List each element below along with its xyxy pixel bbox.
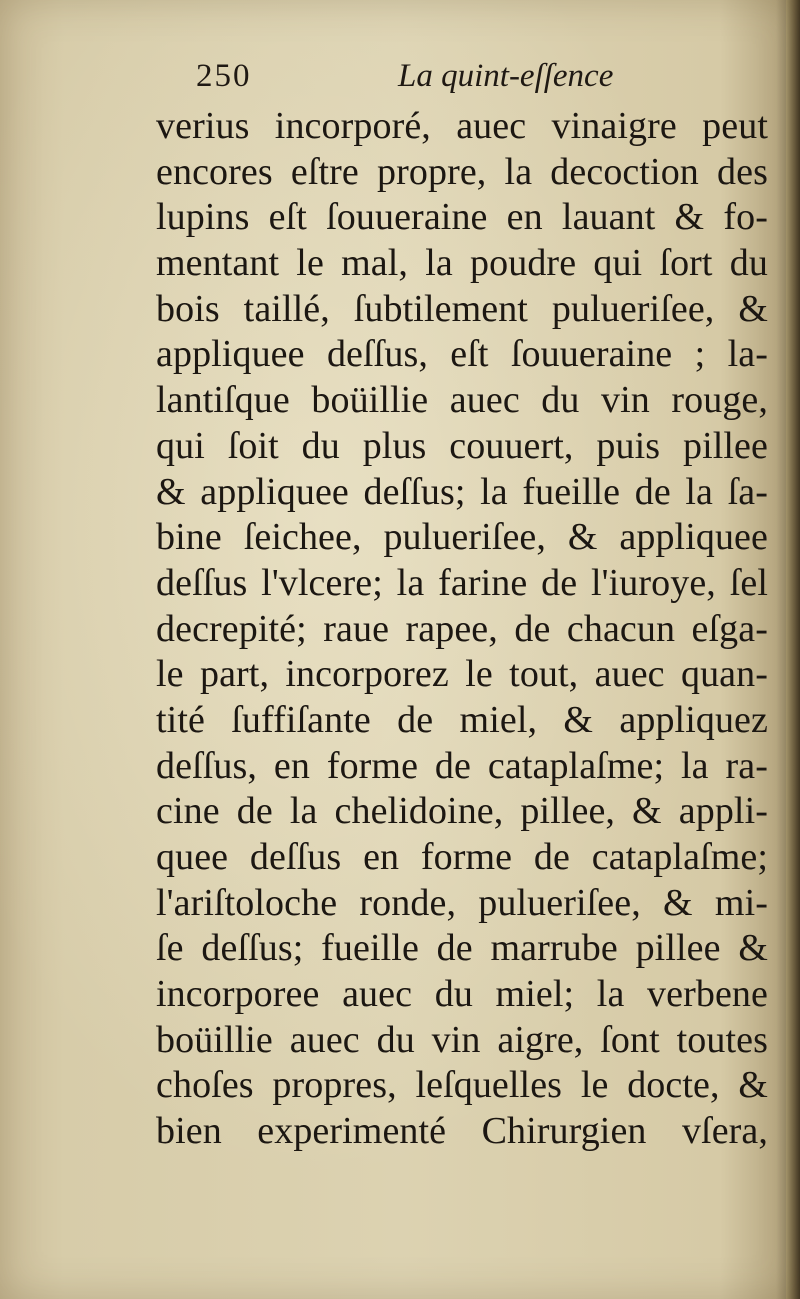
text-line: encores eſtre propre, la decoction des [156,150,768,193]
text-line: l'ariſtoloche ronde, pulueriſee, & mi- [156,881,768,924]
text-line: ſe deſſus; fueille de marrube pillee & [156,927,768,970]
text-line: boüillie auec du vin aigre, ſont toutes [156,1018,768,1061]
text-line: quee deſſus en forme de cataplaſme; [156,836,768,878]
body-text [156,104,768,1155]
page-number: 250 [196,58,252,94]
text-line: bois taillé, ſubtilement pulueriſee, & [156,287,768,330]
text-line: & appliquee deſſus; la fueille de la ſa- [156,470,768,513]
text-line: cine de la chelidoine, pillee, & appli- [156,790,768,833]
text-line: lupins eſt ſouueraine en lauant & fo- [156,196,768,239]
running-title: La quint-eſſence [398,58,614,94]
text-line: le part, incorporez le tout, auec quan- [156,653,768,696]
text-line: choſes propres, leſquelles le docte, & [156,1064,768,1107]
text-line: lantiſque boüillie auec du vin rouge, [156,379,768,422]
text-line: qui ſoit du plus couuert, puis pillee [156,424,768,467]
text-line: deſſus l'vlcere; la farine de l'iuroye, ſel [156,561,768,604]
text-line: appliquee deſſus, eſt ſouueraine ; la- [156,333,768,376]
text-line: verius incorporé, auec vinaigre peut [156,105,768,147]
text-line: incorporee auec du miel; la verbene [156,973,768,1016]
text-line: bine ſeichee, pulueriſee, & appliquee [156,516,768,559]
page-header [160,58,720,102]
text-line: decrepité; raue rapee, de chacun eſga- [156,607,768,650]
text-line: bien experimenté Chirurgien vſera, [156,1110,768,1153]
text-line: deſſus, en forme de cataplaſme; la ra- [156,744,768,787]
page-edge [786,0,800,1299]
text-line: tité ſuffiſante de miel, & appliquez [156,698,768,741]
text-line: mentant le mal, la poudre qui ſort du [156,242,768,285]
